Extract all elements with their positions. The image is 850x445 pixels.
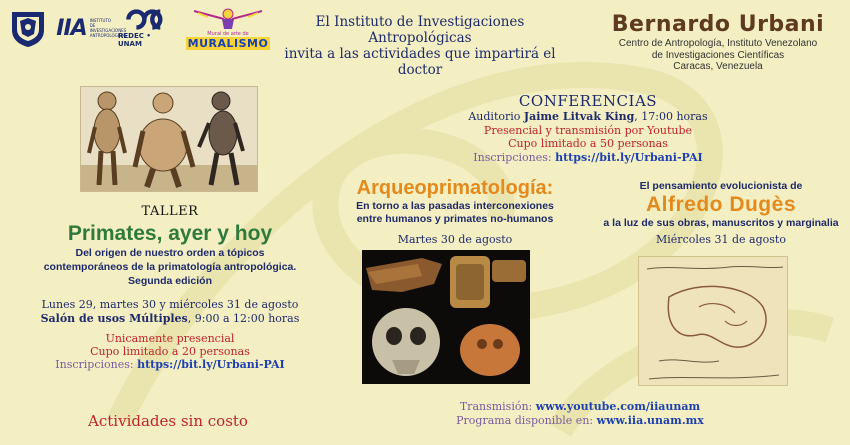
muralismo-figure-icon [188,7,268,31]
speaker-affiliation-3: Caracas, Venezuela [673,61,763,72]
conferencias-venue-pre: Auditorio [468,110,524,123]
intro-line-1: El Instituto de Investigaciones Antropológicas [315,14,525,46]
free-activities-note: Actividades sin costo [88,412,248,430]
footer-transmission [440,400,720,414]
taller-title: Primates, ayer y hoy [67,222,273,245]
arqueoprimatologia-title: Arqueoprimatología: [356,177,554,199]
iia-mark: IIA [56,15,87,41]
footer-program-label: Programa disponible en: [456,414,597,427]
footer-transmission-link[interactable]: www.youtube.com/iiaunam [535,400,701,413]
arqueoprimatologia-block [330,176,580,246]
conferencias-venue [450,110,726,124]
speaker-block [598,12,838,73]
pensamiento-date: Miércoles 31 de agosto [656,233,786,246]
intro-text [270,14,570,78]
conferencias-venue-time: , 17:00 horas [634,110,708,123]
primates-engraving-image [80,86,258,192]
taller-capacity: Cupo limitado a 20 personas [90,345,250,358]
conferencias-registration-link[interactable]: https://bit.ly/Urbani-PAI [555,150,703,164]
taller-subtitle-2: contemporáneos de la primatología antropológica. [43,261,297,273]
conferencias-registration [450,151,726,165]
redec-logo [118,8,176,48]
iia-logo [56,8,127,48]
taller-registration [40,358,300,372]
muralismo-big-text: MURALISMO [187,36,269,50]
footer-program [440,414,720,428]
conferencias-venue-name: Jaime Litvak King [523,110,635,123]
intro-line-2: invita a las actividades que impartirá el doctor [284,46,556,78]
muralismo-logo [186,6,270,50]
taller-subtitle-1: Del origen de nuestro orden a tópicos [75,247,265,259]
footer-program-link[interactable]: www.iia.unam.mx [596,414,704,427]
speaker-affiliation-2: de Investigaciones Científicas [651,49,785,61]
taller-registration-label: Inscripciones: [55,358,138,371]
taller-venue-time: , 9:00 a 12:00 horas [187,312,300,325]
taller-venue [40,312,300,326]
iia-logo-text: INSTITUTO DE INVESTIGACIONES ANTROPOLÓGICAS [89,18,127,38]
taller-registration-link[interactable]: https://bit.ly/Urbani-PAI [137,358,285,371]
unam-shield-icon [8,8,48,48]
conferencias-capacity: Cupo limitado a 50 personas [508,137,668,150]
conferencias-modality: Presencial y transmisión por Youtube [483,123,693,137]
conferencias-registration-label: Inscripciones: [473,150,556,164]
taller-venue-name: Salón de usos Múltiples [40,312,188,325]
arqueoprimatologia-subtitle-2: entre humanos y primates no-humanos [356,212,554,225]
unam-logo [8,8,48,48]
manuscript-sketch-image [638,256,788,386]
conferencias-block [450,92,726,165]
speaker-name: Bernardo Urbani [611,12,825,37]
conferencias-title: CONFERENCIAS [518,92,658,110]
pensamiento-subtitle: a la luz de sus obras, manuscritos y marginalia [603,217,839,229]
artifacts-skull-image [362,250,530,384]
pensamiento-block [596,180,846,246]
taller-subtitle-3: Segunda edición [127,275,212,287]
footer-block [440,400,720,428]
taller-modality: Unicamente presencial [105,332,235,345]
logo-row [8,6,270,50]
redec-icon [122,8,172,31]
taller-label: TALLER [141,204,199,219]
speaker-affiliation-1: Centro de Antropología, Instituto Venezolano [618,38,818,49]
taller-block [40,204,300,372]
arqueoprimatologia-subtitle-1: En torno a las pasadas interconexiones [356,200,554,212]
footer-transmission-label: Transmisión: [459,400,536,413]
arqueoprimatologia-date: Martes 30 de agosto [397,233,513,246]
taller-dates: Lunes 29, martes 30 y miércoles 31 de agosto [41,298,299,311]
pensamiento-title-top: El pensamiento evolucionista de [639,180,803,192]
pensamiento-name: Alfredo Dugès [645,193,796,216]
redec-label: REDEC • UNAM [118,32,151,48]
muralismo-small-text: Mural de arte de [207,30,249,37]
